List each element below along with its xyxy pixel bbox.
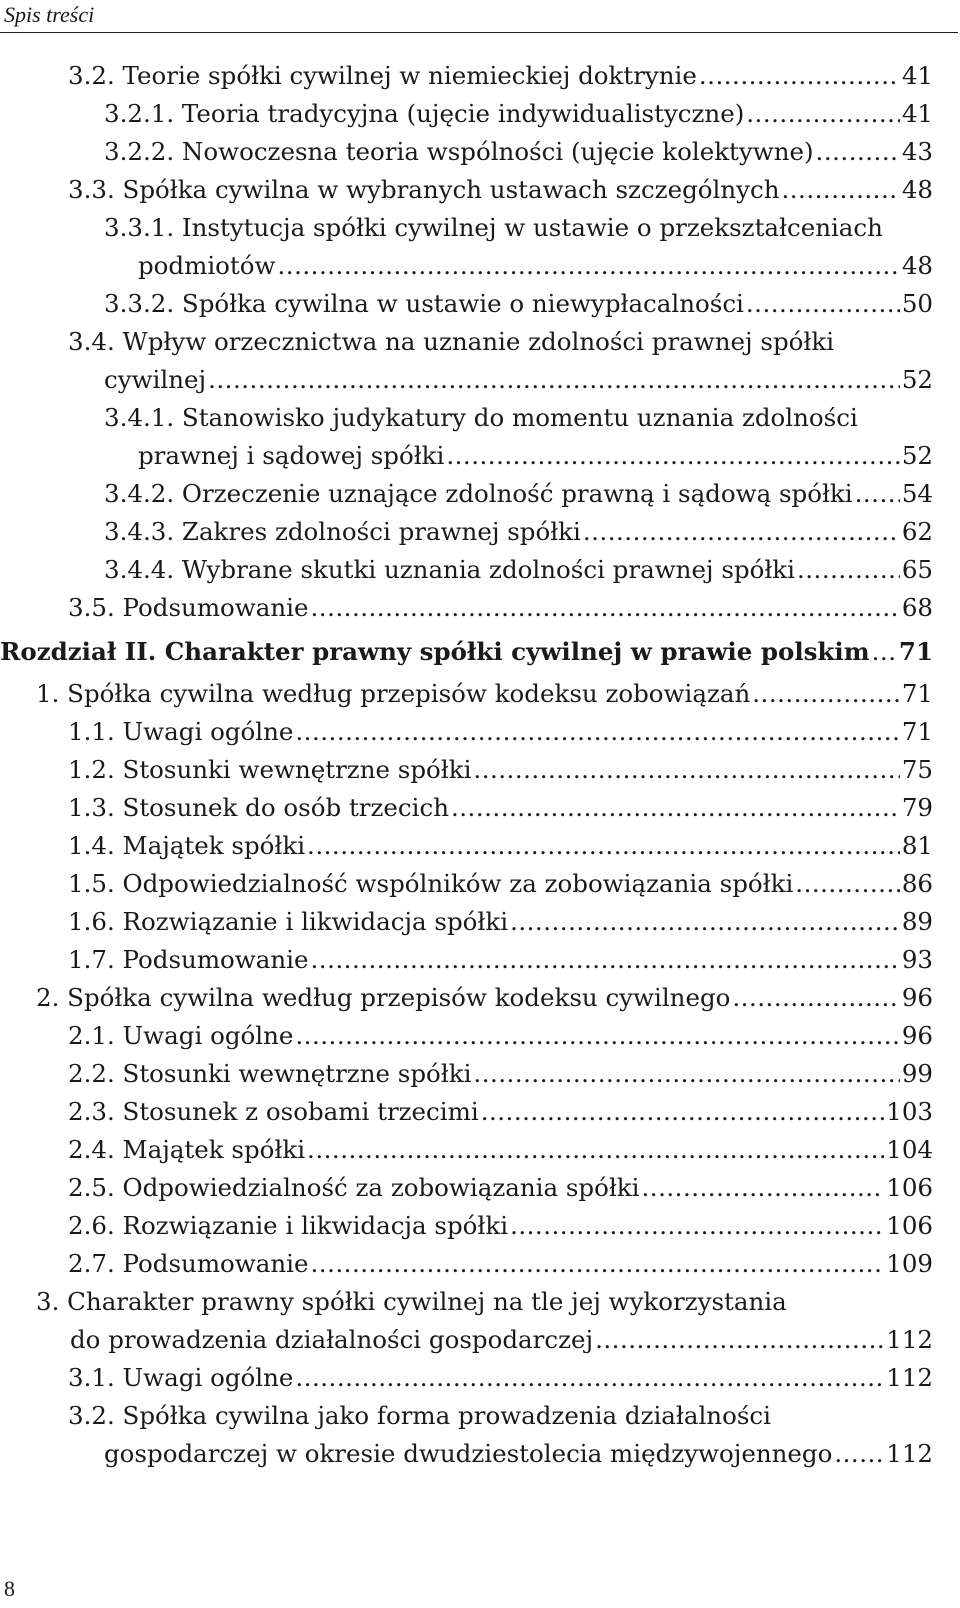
toc-leader-dots: [278, 247, 900, 285]
toc-entry: [0, 551, 933, 589]
toc-entry: [0, 285, 933, 323]
toc-leader-dots: [583, 513, 900, 551]
toc-entry-title: 3.2.2. Nowoczesna teoria wspólności (ujęcie kolektywne): [104, 137, 814, 166]
toc-entry-page: 81: [901, 831, 933, 860]
toc-entry-page: 99: [901, 1059, 933, 1088]
toc-entry-title: 2.2. Stosunki wewnętrzne spółki: [68, 1059, 472, 1088]
toc-entry-page: 52: [901, 365, 933, 394]
toc-entry: [0, 865, 933, 903]
toc-entry-title: 3.4.2. Orzeczenie uznające zdolność prawną i sądową spółki: [104, 479, 853, 508]
toc-leader-dots: [311, 941, 900, 979]
toc-entry-line: [0, 475, 933, 513]
toc-entry-line: [0, 1207, 933, 1245]
toc-entry-title: prawnej i sądowej spółki: [138, 441, 445, 470]
toc-entry-line: [0, 827, 933, 865]
toc-entry-page: 89: [901, 907, 933, 936]
toc-entry-page: 75: [901, 755, 933, 784]
toc-entry-page: 112: [886, 1439, 933, 1468]
toc-entry-line: [0, 713, 933, 751]
toc-leader-dots: [311, 1245, 885, 1283]
toc-entry-title: 2.7. Podsumowanie: [68, 1249, 309, 1278]
toc-leader-dots: [781, 171, 899, 209]
toc-entry-title: 1.5. Odpowiedzialność wspólników za zobowiązania spółki: [68, 869, 794, 898]
toc-entry-line: [0, 551, 933, 589]
toc-entry-page: 48: [901, 175, 933, 204]
toc-entry-line: [0, 1321, 933, 1359]
toc-entry: [0, 209, 933, 285]
toc-leader-dots: [746, 95, 900, 133]
toc-leader-dots: [510, 1207, 884, 1245]
toc-entry-title: 2.4. Majątek spółki: [68, 1135, 306, 1164]
toc-entry-page: 71: [901, 679, 933, 708]
toc-entry: [0, 675, 933, 713]
toc-entry-title: 1. Spółka cywilna według przepisów kodeksu zobowiązań: [36, 679, 751, 708]
toc-entry: [0, 903, 933, 941]
toc-leader-dots: [816, 133, 900, 171]
header-rule: [0, 32, 958, 33]
toc-entry-line: [0, 1017, 933, 1055]
toc-entry-title: 3.2. Spółka cywilna jako forma prowadzenia działalności: [68, 1401, 771, 1430]
toc-entry-title: 1.2. Stosunki wewnętrzne spółki: [68, 755, 472, 784]
toc-entry: [0, 751, 933, 789]
toc-entry-title: 3.4.3. Zakres zdolności prawnej spółki: [104, 517, 581, 546]
toc-entry-line: [0, 323, 933, 361]
toc-entry-title: 3.5. Podsumowanie: [68, 593, 309, 622]
toc-entry-page: 96: [901, 983, 933, 1012]
toc-entry-page: 71: [901, 717, 933, 746]
toc-entry-line: [0, 1169, 933, 1207]
toc-entry: [0, 789, 933, 827]
toc-leader-dots: [795, 865, 900, 903]
toc-entry-title: cywilnej: [104, 365, 207, 394]
toc-entry-line: [0, 285, 933, 323]
toc-entry-title: 3.4.4. Wybrane skutki uznania zdolności prawnej spółki: [104, 555, 795, 584]
table-of-contents: [0, 57, 960, 1473]
toc-entry: [0, 1017, 933, 1055]
toc-entry-page: 43: [901, 137, 933, 166]
toc-entry-line: [0, 633, 933, 671]
toc-leader-dots: [481, 1093, 885, 1131]
toc-leader-dots: [451, 789, 900, 827]
toc-entry-page: 54: [901, 479, 933, 508]
toc-entry: [0, 941, 933, 979]
toc-entry-title: 1.6. Rozwiązanie i likwidacja spółki: [68, 907, 509, 936]
toc-entry: [0, 713, 933, 751]
toc-entry-line: [0, 1055, 933, 1093]
toc-entry: [0, 827, 933, 865]
toc-entry-title: 2.6. Rozwiązanie i likwidacja spółki: [68, 1211, 509, 1240]
toc-entry-line: [0, 1435, 933, 1473]
page-number: 8: [4, 1576, 15, 1601]
toc-entry-line: [0, 865, 933, 903]
toc-entry-line: [0, 1397, 933, 1435]
toc-entry-line: [0, 941, 933, 979]
toc-leader-dots: [311, 589, 900, 627]
toc-entry-line: [0, 903, 933, 941]
toc-entry-line: [0, 589, 933, 627]
toc-entry-title: 3.4. Wpływ orzecznictwa na uznanie zdolności prawnej spółki: [68, 327, 835, 356]
toc-entry: [0, 171, 933, 209]
toc-entry: [0, 95, 933, 133]
toc-entry-page: 112: [886, 1325, 933, 1354]
toc-leader-dots: [295, 1017, 899, 1055]
toc-entry-page: 79: [901, 793, 933, 822]
toc-leader-dots: [595, 1321, 884, 1359]
toc-entry: [0, 1131, 933, 1169]
toc-leader-dots: [208, 361, 900, 399]
toc-entry-page: 106: [886, 1211, 933, 1240]
toc-entry: [0, 399, 933, 475]
toc-leader-dots: [295, 1359, 884, 1397]
toc-leader-dots: [307, 1131, 884, 1169]
toc-leader-dots: [752, 675, 900, 713]
toc-entry: [0, 57, 933, 95]
toc-leader-dots: [510, 903, 900, 941]
toc-entry: [0, 979, 933, 1017]
toc-entry-line: [0, 979, 933, 1017]
toc-entry-page: 112: [886, 1363, 933, 1392]
toc-entry-line: [0, 209, 933, 247]
toc-entry-title: 2.3. Stosunek z osobami trzecimi: [68, 1097, 479, 1126]
toc-entry-title: gospodarczej w okresie dwudziestolecia międzywojennego: [104, 1439, 833, 1468]
toc-entry-page: 41: [901, 99, 933, 128]
toc-entry: [0, 589, 933, 627]
toc-entry-title: 3.4.1. Stanowisko judykatury do momentu uznania zdolności: [104, 403, 858, 432]
toc-entry: [0, 323, 933, 399]
toc-entry-title: 2. Spółka cywilna według przepisów kodeksu cywilnego: [36, 983, 731, 1012]
toc-entry-line: [0, 1093, 933, 1131]
toc-entry: [0, 1055, 933, 1093]
toc-entry: [0, 1245, 933, 1283]
toc-entry-title: 1.4. Majątek spółki: [68, 831, 306, 860]
toc-entry-line: [0, 1245, 933, 1283]
toc-entry-page: 103: [886, 1097, 933, 1126]
toc-leader-dots: [295, 713, 899, 751]
toc-entry-line: [0, 789, 933, 827]
toc-entry-page: 109: [886, 1249, 933, 1278]
toc-entry-line: [0, 513, 933, 551]
toc-leader-dots: [446, 437, 899, 475]
toc-leader-dots: [855, 475, 900, 513]
toc-leader-dots: [699, 57, 900, 95]
toc-entry-line: [0, 1359, 933, 1397]
toc-entry-line: [0, 57, 933, 95]
toc-leader-dots: [473, 1055, 899, 1093]
toc-entry-title: 3.3. Spółka cywilna w wybranych ustawach szczególnych: [68, 175, 780, 204]
toc-entry: [0, 133, 933, 171]
toc-entry-line: [0, 247, 933, 285]
toc-entry-line: [0, 437, 933, 475]
toc-entry-title: Rozdział II. Charakter prawny spółki cywilnej w prawie polskim: [0, 637, 870, 666]
toc-entry-title: 1.1. Uwagi ogólne: [68, 717, 294, 746]
toc-entry-line: [0, 133, 933, 171]
toc-leader-dots: [307, 827, 900, 865]
toc-entry-title: 3. Charakter prawny spółki cywilnej na tle jej wykorzystania: [36, 1287, 787, 1316]
toc-entry: [0, 513, 933, 551]
toc-entry-line: [0, 171, 933, 209]
toc-leader-dots: [746, 285, 900, 323]
toc-entry-title: 3.2.1. Teoria tradycyjna (ujęcie indywidualistyczne): [104, 99, 745, 128]
toc-entry-page: 106: [886, 1173, 933, 1202]
toc-entry-title: 1.7. Podsumowanie: [68, 945, 309, 974]
toc-entry-title: 2.1. Uwagi ogólne: [68, 1021, 294, 1050]
toc-entry-title: 3.3.2. Spółka cywilna w ustawie o niewypłacalności: [104, 289, 744, 318]
toc-entry-title: 2.5. Odpowiedzialność za zobowiązania spółki: [68, 1173, 640, 1202]
toc-entry: [0, 1283, 933, 1359]
toc-entry-line: [0, 399, 933, 437]
toc-entry-page: 65: [901, 555, 933, 584]
toc-entry-title: 3.1. Uwagi ogólne: [68, 1363, 294, 1392]
toc-leader-dots: [872, 633, 897, 671]
toc-entry-title: 3.3.1. Instytucja spółki cywilnej w ustawie o przekształceniach: [104, 213, 883, 242]
toc-entry-page: 104: [886, 1135, 933, 1164]
toc-entry: [0, 1359, 933, 1397]
toc-entry: [0, 1397, 933, 1473]
toc-entry-page: 68: [901, 593, 933, 622]
toc-entry-page: 96: [901, 1021, 933, 1050]
toc-entry: [0, 1093, 933, 1131]
toc-entry-page: 93: [901, 945, 933, 974]
toc-entry-line: [0, 1283, 933, 1321]
toc-entry-line: [0, 1131, 933, 1169]
toc-entry-title: do prowadzenia działalności gospodarczej: [70, 1325, 594, 1354]
toc-entry-line: [0, 751, 933, 789]
toc-entry-page: 62: [901, 517, 933, 546]
running-header: Spis treści: [4, 2, 95, 27]
toc-leader-dots: [834, 1435, 884, 1473]
toc-leader-dots: [732, 979, 899, 1017]
toc-entry-page: 48: [901, 251, 933, 280]
toc-leader-dots: [642, 1169, 885, 1207]
toc-entry-line: [0, 361, 933, 399]
toc-entry-title: 1.3. Stosunek do osób trzecich: [68, 793, 449, 822]
toc-entry-page: 86: [901, 869, 933, 898]
toc-entry-page: 71: [898, 637, 933, 666]
toc-entry-page: 50: [901, 289, 933, 318]
toc-entry-page: 41: [901, 61, 933, 90]
toc-entry-page: 52: [901, 441, 933, 470]
toc-entry-line: [0, 95, 933, 133]
toc-leader-dots: [473, 751, 899, 789]
toc-entry-line: [0, 675, 933, 713]
toc-entry: [0, 1207, 933, 1245]
toc-entry-title: 3.2. Teorie spółki cywilnej w niemieckiej doktrynie: [68, 61, 697, 90]
toc-leader-dots: [797, 551, 900, 589]
toc-entry: [0, 475, 933, 513]
toc-chapter: [0, 633, 933, 671]
toc-entry: [0, 1169, 933, 1207]
toc-entry-title: podmiotów: [138, 251, 276, 280]
